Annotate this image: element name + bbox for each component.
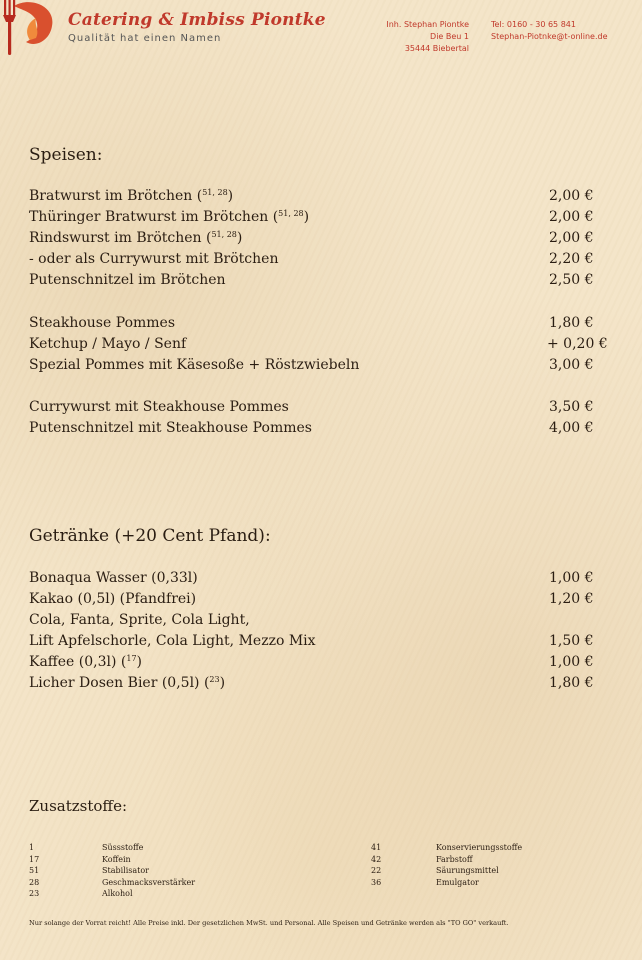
menu-item-price: 4,00 € [549, 420, 594, 436]
menu-item [29, 334, 619, 355]
additive-ref: 51, 28 [278, 209, 304, 218]
menu-item-price: 1,80 € [549, 675, 594, 691]
menu-item-name: Cola, Fanta, Sprite, Cola Light, [29, 612, 250, 628]
menu-item-price: 2,00 € [549, 188, 594, 204]
menu-item-price: 2,50 € [549, 272, 594, 288]
menu-item [29, 270, 619, 291]
menu-item-name: Bonaqua Wasser (0,33l) [29, 570, 198, 586]
additive-code: 28 [29, 877, 40, 887]
section-title-speisen: Speisen: [29, 145, 103, 165]
email-address: Stephan-Piotnke@t-online.de [491, 32, 608, 41]
additive-label: Farbstoff [436, 854, 473, 864]
menu-item-name: Rindswurst im Brötchen ($^{51, 28}$) [29, 230, 243, 246]
menu-item [29, 186, 619, 207]
menu-item [29, 313, 619, 334]
footer-disclaimer: Nur solange der Vorrat reicht! Alle Preise inkl. Der gesetzlichen MwSt. und Personal. Alle Speisen und Getränke werden als "TO GO" verkauft. [29, 919, 509, 927]
menu-item-price: 1,80 € [549, 315, 594, 331]
additive-label: Koffein [102, 854, 131, 864]
additive-ref: 51, 28 [202, 188, 228, 197]
additive-ref: 17 [126, 654, 137, 663]
additive-code: 42 [371, 854, 382, 864]
additive-code: 23 [29, 889, 40, 898]
menu-item [29, 673, 619, 694]
contact-info [491, 19, 608, 43]
menu-item-name: Currywurst mit Steakhouse Pommes [29, 399, 289, 415]
combo-list [29, 397, 619, 439]
menu-item [29, 652, 619, 673]
menu-item-price: 3,00 € [549, 357, 594, 373]
menu-item [29, 418, 619, 439]
additive-label: Emulgator [436, 877, 479, 887]
menu-item-name: Putenschnitzel mit Steakhouse Pommes [29, 420, 312, 436]
menu-item [29, 249, 619, 270]
menu-item [29, 589, 619, 610]
menu-item-price: 2,20 € [549, 251, 594, 267]
menu-item-price: 2,00 € [549, 209, 594, 225]
additive-code: 22 [371, 866, 382, 875]
menu-item-price: 2,00 € [549, 230, 594, 246]
additive-code: 1 [29, 843, 35, 852]
additive-code: 36 [371, 877, 382, 887]
menu-item-price: 1,00 € [549, 570, 594, 586]
menu-item-name: Spezial Pommes mit Käsesoße + Röstzwiebeln [29, 357, 360, 373]
letterhead [0, 0, 642, 62]
menu-item-price: + 0,20 € [547, 336, 608, 352]
menu-item-name: Kakao (0,5l) (Pfandfrei) [29, 591, 197, 607]
menu-item-name: Licher Dosen Bier (0,5l) ($^{23}$) [29, 675, 226, 691]
additive-label: Alkohol [102, 889, 133, 898]
menu-item-name: Thüringer Bratwurst im Brötchen ($^{51, 28}$) [29, 209, 310, 225]
menu-item [29, 610, 619, 631]
menu-item-price: 1,50 € [549, 633, 594, 649]
additive-label: Konservierungsstoffe [436, 843, 523, 852]
additive-label: Süssstoffe [102, 843, 144, 852]
menu-item-name: Bratwurst im Brötchen ($^{51, 28}$) [29, 188, 234, 204]
additive-label: Stabilisator [102, 866, 149, 875]
additive-code: 41 [371, 843, 382, 852]
section-title-zusatzstoffe: Zusatzstoffe: [29, 797, 127, 815]
fork-and-flame-logo-icon [0, 0, 60, 56]
menu-item-name: Ketchup / Mayo / Senf [29, 336, 187, 352]
menu-item [29, 568, 619, 589]
menu-item [29, 207, 619, 228]
brand-name: Catering & Imbiss Piontke [68, 10, 326, 30]
menu-item-name: Steakhouse Pommes [29, 315, 176, 331]
additive-label: Säurungsmittel [436, 866, 499, 875]
menu-item-name: Kaffee (0,3l) ($^{17}$) [29, 654, 143, 670]
owner-address [386, 19, 469, 55]
menu-item [29, 228, 619, 249]
menu-item [29, 355, 619, 376]
owner-city: 35444 Biebertal [404, 44, 469, 53]
menu-item [29, 397, 619, 418]
menu-item-name: Lift Apfelschorle, Cola Light, Mezzo Mix [29, 633, 316, 649]
additive-label: Geschmacksverstärker [102, 877, 196, 887]
menu-item-name: Putenschnitzel im Brötchen [29, 272, 226, 288]
additive-code: 17 [29, 854, 40, 864]
menu-item-name: - oder als Currywurst mit Brötchen [29, 251, 279, 267]
menu-item-price: 1,20 € [549, 591, 594, 607]
additive-code: 51 [29, 866, 40, 875]
pommes-list [29, 313, 619, 376]
menu-item [29, 631, 619, 652]
speisen-list [29, 186, 619, 291]
menu-item-price: 3,50 € [549, 399, 594, 415]
brand-slogan: Qualität hat einen Namen [68, 33, 222, 44]
owner-street: Die Beu 1 [430, 32, 469, 41]
getraenke-list [29, 568, 619, 694]
menu-item-price: 1,00 € [549, 654, 594, 670]
owner-name: Inh. Stephan Piontke [386, 20, 469, 29]
phone-number: Tel: 0160 - 30 65 841 [491, 20, 576, 29]
additive-ref: 51, 28 [211, 230, 237, 239]
additive-ref: 23 [209, 675, 220, 684]
section-title-getraenke: Getränke (+20 Cent Pfand): [29, 526, 271, 546]
